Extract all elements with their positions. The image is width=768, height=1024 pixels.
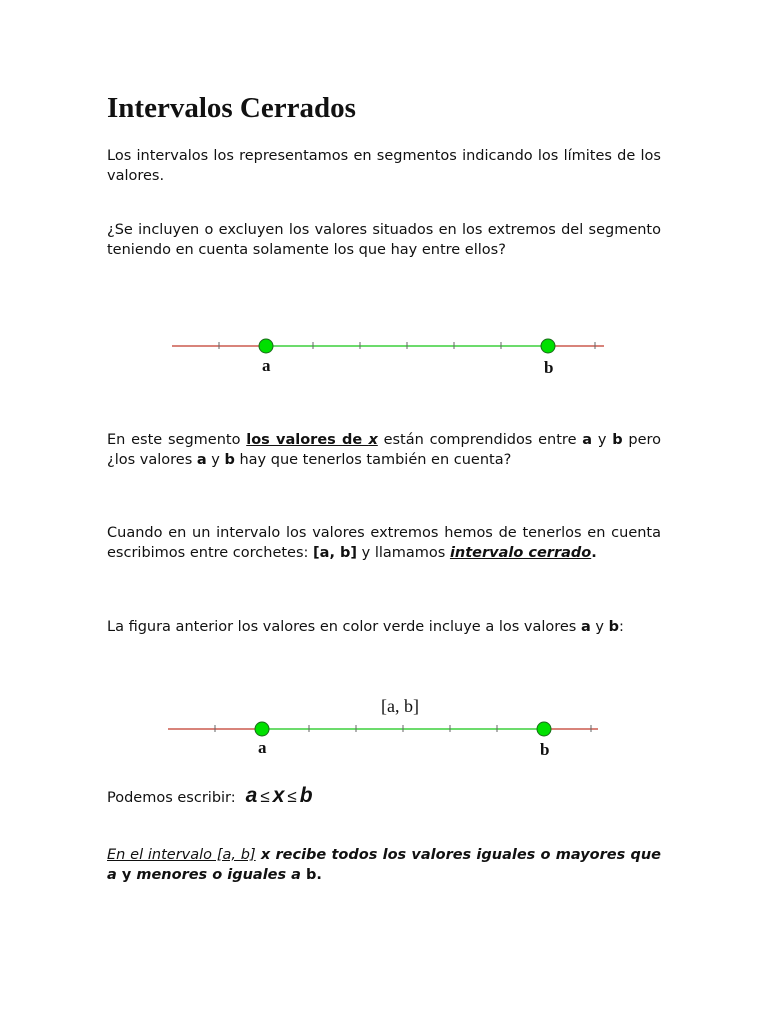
interval-notation-label: [a, b] [381, 696, 419, 716]
intro-paragraph: Los intervalos los representamos en segmentos indicando los límites de los valores. [107, 148, 661, 184]
point-a [259, 339, 273, 353]
question-paragraph: ¿Se incluyen o excluyen los valores situados en los extremos del segmento teniendo en cuenta solamente los que hay entre ellos? [107, 222, 661, 258]
point-b-2 [537, 722, 551, 736]
inequality-expression: a ≤ x ≤ b [245, 784, 313, 807]
label-b: b [544, 358, 554, 377]
segment-paragraph: En este segmento los valores de x están comprendidos entre a y b pero ¿los valores a y b hay que tenerlos también en cuenta? [107, 432, 662, 468]
point-b [541, 339, 555, 353]
conclusion-paragraph: En el intervalo [a, b] x recibe todos los valores iguales o mayores que a y menores o iguales a b. [107, 847, 661, 883]
label-a: a [262, 356, 271, 375]
page-title: Intervalos Cerrados [107, 92, 356, 124]
inequality-paragraph: Podemos escribir: a ≤ x ≤ b [107, 784, 313, 807]
definition-paragraph: Cuando en un intervalo los valores extremos hemos de tenerlos en cuenta escribimos entre corchetes: [a, b] y llamamos intervalo cerrado. [107, 525, 661, 561]
label-b-2: b [540, 740, 550, 759]
figure-reference-paragraph: La figura anterior los valores en color verde incluye a los valores a y b: [107, 619, 624, 635]
number-line-figure-1 [0, 318, 768, 408]
label-a-2: a [258, 738, 267, 757]
point-a-2 [255, 722, 269, 736]
number-line-figure-2 [0, 688, 768, 768]
